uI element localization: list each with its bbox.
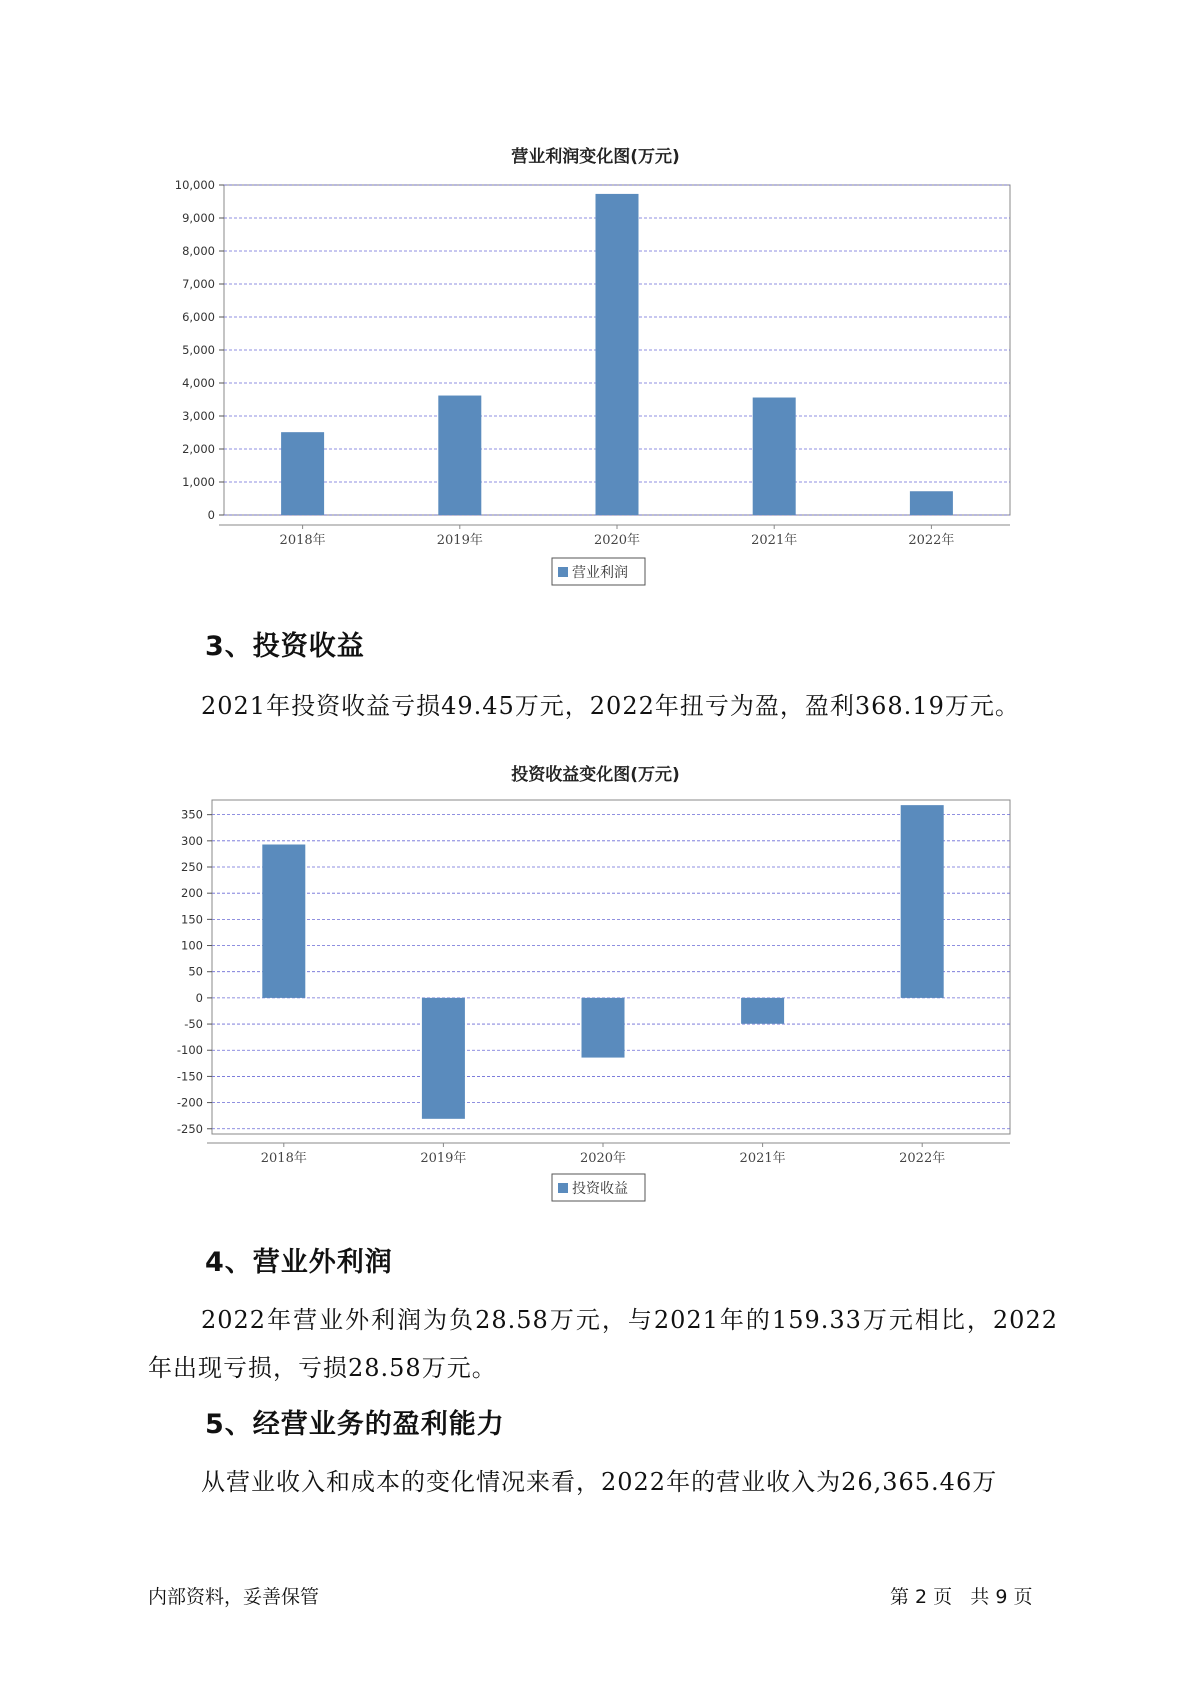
investment-income-y-tick-label: -200 [176,1095,203,1110]
operating-profit-y-tick-label: 0 [207,508,215,522]
investment-income-bar [262,844,305,997]
investment-income-x-tick-label: 2020年 [579,1151,627,1166]
investment-income-y-tick-label: 300 [181,833,203,848]
operating-profit-y-tick-label: 3,000 [182,409,215,423]
investment-income-bar [582,998,625,1058]
investment-income-y-tick-label: -100 [176,1043,203,1058]
section-heading-profitability: 5、经营业务的盈利能力 [205,1409,505,1440]
investment-income-plot-frame [212,800,1010,1134]
operating-profit-y-tick-label: 9,000 [182,211,215,225]
operating-profit-y-tick-label: 7,000 [182,277,215,291]
investment-income-x-tick-label: 2018年 [260,1151,307,1166]
investment-income-bar [741,998,784,1024]
investment-income-paragraph: 2021年投资收益亏损49.45万元，2022年扭亏为盈，盈利368.19万元。 [201,692,1020,720]
investment-income-y-tick-label: 150 [181,912,203,927]
chart-title-investment-income: 投资收益变化图(万元) [511,765,680,785]
operating-profit-y-tick-label: 8,000 [182,244,215,258]
investment-income-x-tick-label: 2021年 [739,1151,786,1166]
non-operating-profit-paragraph: 2022年营业外利润为负28.58万元，与2021年的159.33万元相比，2022年出现亏损，亏损28.58万元。 [148,1306,1058,1382]
investment-income-y-tick-label: 0 [195,990,203,1005]
operating-profit-y-tick-label: 1,000 [182,475,215,489]
investment-income-legend-label: 投资收益 [572,1181,628,1197]
investment-income-bar [422,998,465,1119]
investment-income-legend-swatch [558,1183,568,1193]
operating-profit-x-tick-label: 2018年 [279,533,326,548]
profitability-paragraph: 从营业收入和成本的变化情况来看，2022年的营业收入为26,365.46万 [201,1468,998,1496]
investment-income-y-tick-label: 50 [188,964,203,979]
operating-profit-y-tick-label: 10,000 [174,178,215,192]
operating-profit-x-tick-label: 2021年 [751,533,798,548]
investment-income-x-tick-label: 2022年 [899,1151,946,1166]
footer-confidential-note: 内部资料，妥善保管 [148,1586,320,1608]
investment-income-x-tick-label: 2019年 [420,1151,467,1166]
operating-profit-x-tick-label: 2022年 [908,533,955,548]
investment-income-y-tick-label: -150 [176,1069,203,1084]
investment-income-y-tick-label: 350 [181,807,203,822]
section-heading-non-operating-profit: 4、营业外利润 [205,1247,393,1278]
operating-profit-y-tick-label: 4,000 [182,376,215,390]
footer-page-number: 第 2 页 共 9 页 [890,1586,1033,1608]
investment-income-y-tick-label: 100 [181,938,203,953]
operating-profit-x-tick-label: 2020年 [593,533,641,548]
operating-profit-y-tick-label: 5,000 [182,343,215,357]
operating-profit-x-tick-label: 2019年 [436,533,483,548]
section-heading-investment-income: 3、投资收益 [205,631,365,662]
chart-title-operating-profit: 营业利润变化图(万元) [511,147,680,167]
investment-income-y-tick-label: -250 [176,1121,203,1136]
investment-income-y-tick-label: 250 [181,860,203,875]
operating-profit-y-tick-label: 2,000 [182,442,215,456]
investment-income-y-tick-label: -50 [184,1017,203,1032]
operating-profit-y-tick-label: 6,000 [182,310,215,324]
investment-income-y-tick-label: 200 [181,886,203,901]
investment-income-bar [901,805,944,998]
operating-profit-legend-label: 营业利润 [572,565,628,581]
